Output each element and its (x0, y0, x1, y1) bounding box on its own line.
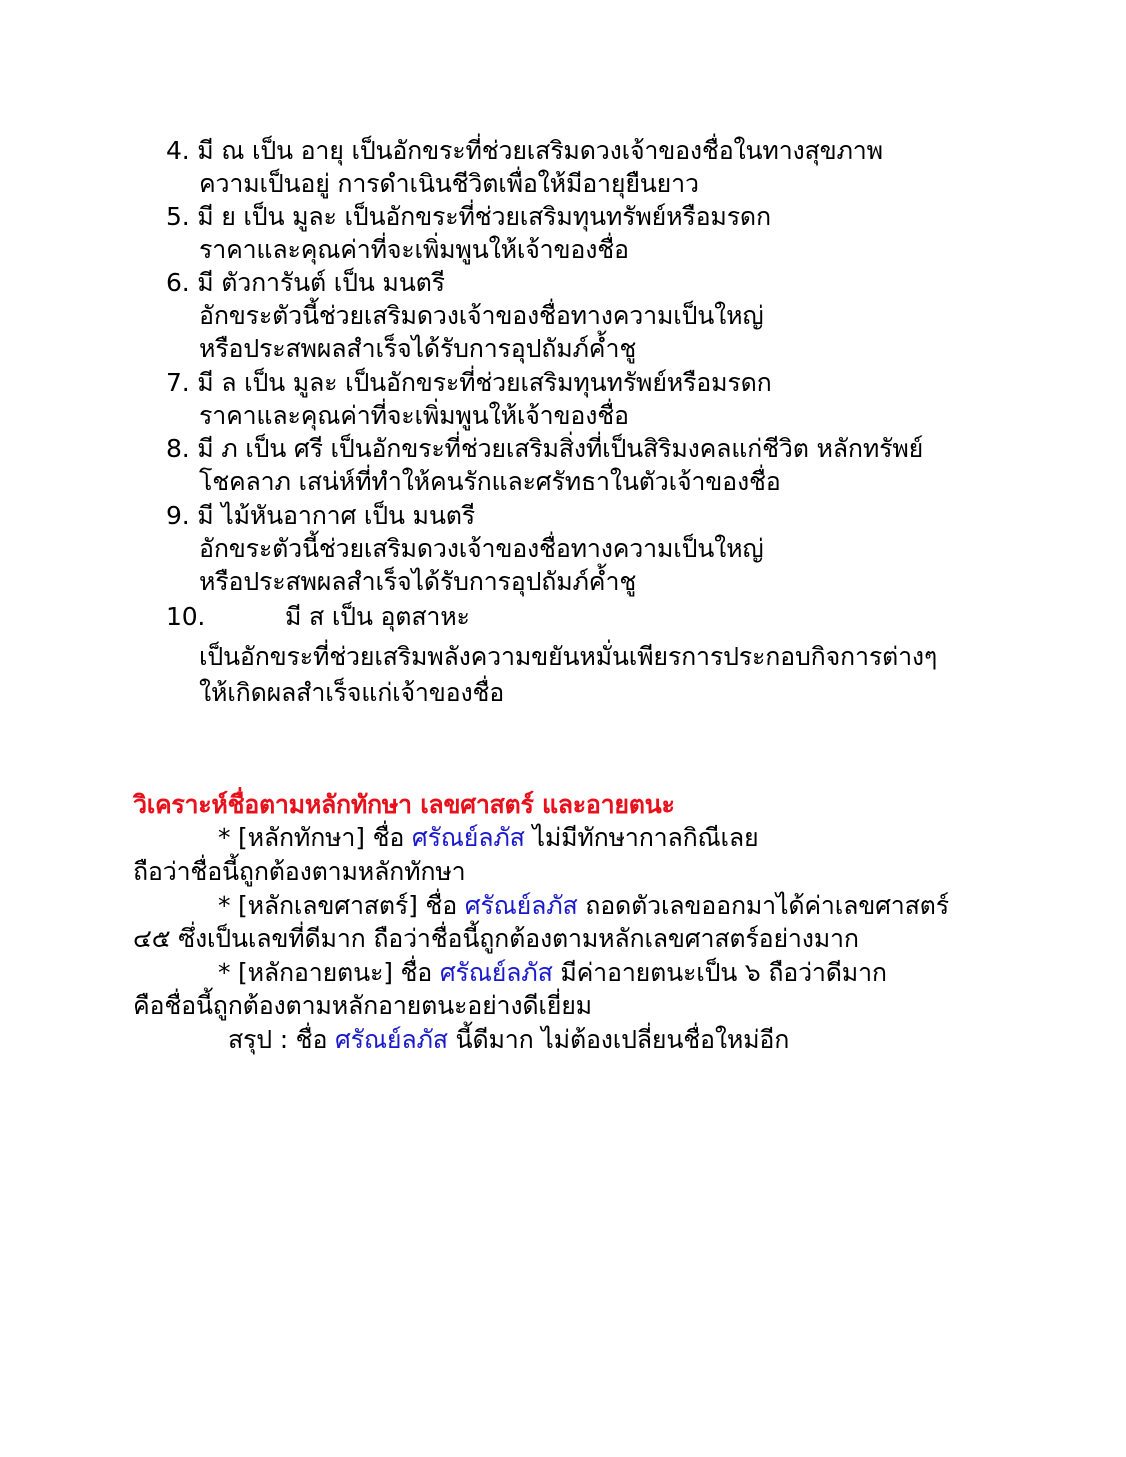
item-continuation: ความเป็นอยู่ การดำเนินชีวิตเพื่อให้มีอายุยืนยาว (199, 169, 699, 198)
item-number: 4. (166, 136, 190, 165)
item-text: มี ย เป็น มูละ เป็นอักขระที่ช่วยเสริมทุนทรัพย์หรือมรดก (197, 202, 771, 231)
analysis-heading: วิเคราะห์ชื่อตามหลักทักษา เลขศาสตร์ และอายตนะ (133, 790, 675, 819)
item-number: 5. (166, 202, 190, 231)
item-text: มี ภ เป็น ศรี เป็นอักขระที่ช่วยเสริมสิ่งที่เป็นสิริมงคลแก่ชีวิต หลักทรัพย์ (197, 434, 924, 463)
item-text: มี ตัวการันต์ เป็น มนตรี (197, 268, 445, 297)
item-text: มี ล เป็น มูละ เป็นอักขระที่ช่วยเสริมทุนทรัพย์หรือมรดก (197, 368, 772, 397)
ayatana-result: มีค่าอายตนะเป็น ๖ ถือว่าดีมาก (552, 958, 887, 987)
list-item-9 (166, 499, 475, 533)
list-item-5 (166, 200, 771, 234)
list-item-6 (166, 266, 445, 300)
numerology-result: ถอดตัวเลขออกมาได้ค่าเลขศาสตร์ (577, 891, 949, 920)
ayatana-label: * [หลักอายตนะ] ชื่อ (218, 958, 440, 987)
item-continuation: อักขระตัวนี้ช่วยเสริมดวงเจ้าของชื่อทางความเป็นใหญ่ (199, 534, 764, 563)
numerology-conclusion: ๔๕ ซึ่งเป็นเลขที่ดีมาก ถือว่าชื่อนี้ถูกต้องตามหลักเลขศาสตร์อย่างมาก (133, 924, 859, 953)
summary-label: สรุป : ชื่อ (228, 1025, 336, 1054)
subject-name: ศรัณย์ลภัส (464, 891, 578, 920)
taksa-result: ไม่มีทักษากาลกิณีเลย (524, 823, 759, 852)
item-continuation: ให้เกิดผลสำเร็จแก่เจ้าของชื่อ (199, 678, 505, 707)
item-continuation: โชคลาภ เสน่ห์ที่ทำให้คนรักและศรัทธาในตัวเจ้าของชื่อ (199, 467, 781, 496)
item-number: 6. (166, 268, 190, 297)
ayatana-conclusion: คือชื่อนี้ถูกต้องตามหลักอายตนะอย่างดีเยี่ยม (133, 991, 592, 1020)
taksa-label: * [หลักทักษา] ชื่อ (218, 823, 412, 852)
numerology-line (218, 889, 949, 923)
numerology-label: * [หลักเลขศาสตร์] ชื่อ (218, 891, 465, 920)
list-item-4 (166, 134, 883, 168)
item-continuation: ราคาและคุณค่าที่จะเพิ่มพูนให้เจ้าของชื่อ (199, 235, 629, 264)
subject-name: ศรัณย์ลภัส (335, 1025, 448, 1054)
list-item-8 (166, 432, 923, 466)
item-continuation: อักขระตัวนี้ช่วยเสริมดวงเจ้าของชื่อทางความเป็นใหญ่ (199, 301, 764, 330)
ayatana-line (218, 956, 887, 990)
item-number: 8. (166, 434, 190, 463)
subject-name: ศรัณย์ลภัส (411, 823, 525, 852)
subject-name: ศรัณย์ลภัส (439, 958, 553, 987)
list-item-10: มี ส เป็น อุตสาหะ (285, 602, 470, 631)
item-continuation: ราคาและคุณค่าที่จะเพิ่มพูนให้เจ้าของชื่อ (199, 401, 629, 430)
item-continuation: เป็นอักขระที่ช่วยเสริมพลังความขยันหมั่นเพียรการประกอบกิจการต่างๆ (199, 642, 938, 671)
taksa-line (218, 821, 758, 855)
item-text: มี ณ เป็น อายุ เป็นอักขระที่ช่วยเสริมดวงเจ้าของชื่อในทางสุขภาพ (197, 136, 883, 165)
summary-line (228, 1023, 789, 1057)
summary-result: นี้ดีมาก ไม่ต้องเปลี่ยนชื่อใหม่อีก (447, 1025, 790, 1054)
item-continuation: หรือประสพผลสำเร็จได้รับการอุปถัมภ์ค้ำชู (199, 334, 637, 363)
taksa-conclusion: ถือว่าชื่อนี้ถูกต้องตามหลักทักษา (133, 857, 466, 886)
item-number: 7. (166, 368, 190, 397)
list-item-7 (166, 366, 772, 400)
list-item-10-number: 10. (166, 602, 206, 631)
item-number: 9. (166, 501, 190, 530)
item-text: มี ไม้หันอากาศ เป็น มนตรี (197, 501, 475, 530)
item-continuation: หรือประสพผลสำเร็จได้รับการอุปถัมภ์ค้ำชู (199, 567, 637, 596)
